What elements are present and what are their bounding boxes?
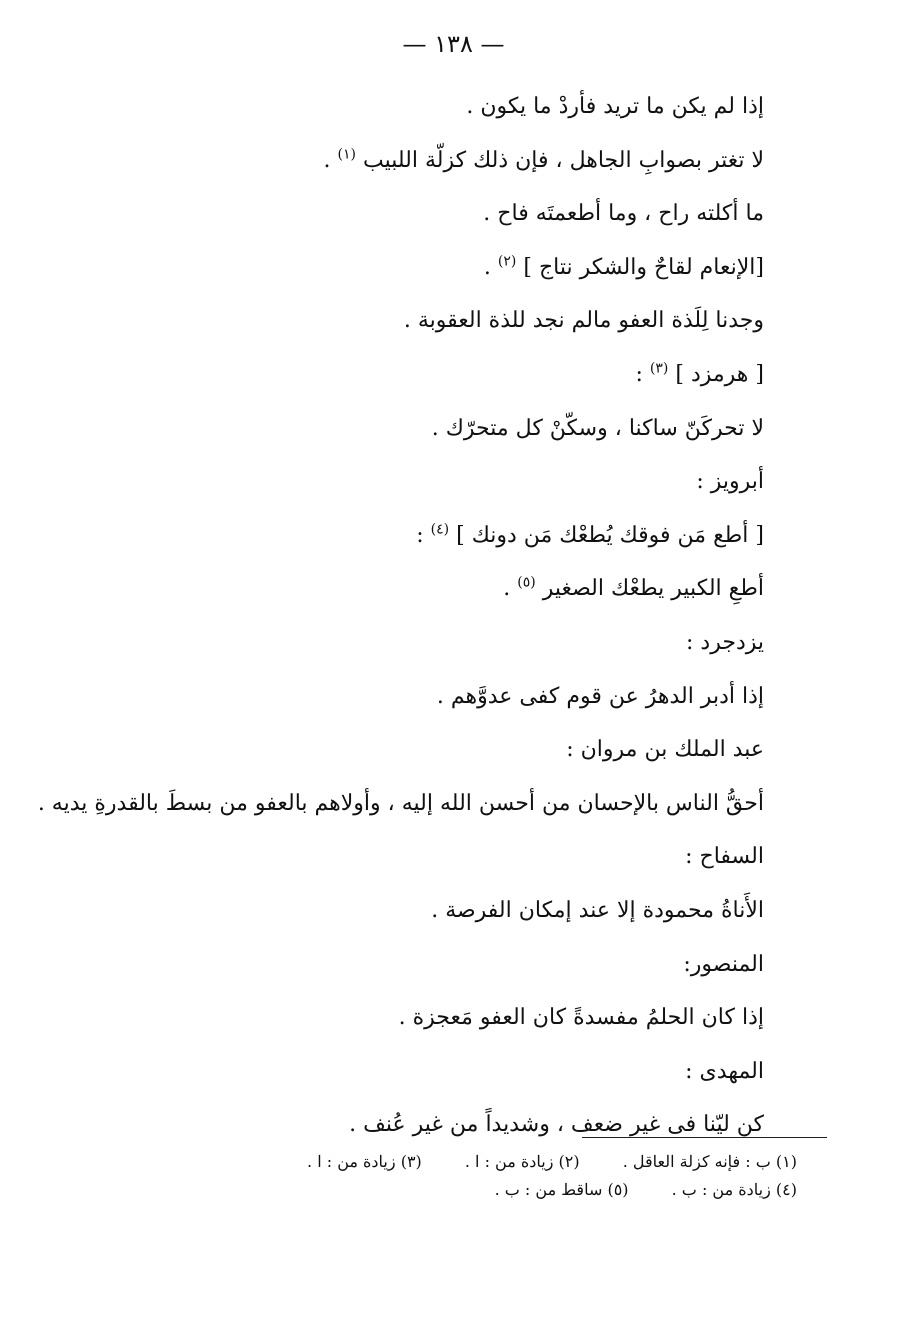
text-line bbox=[64, 991, 764, 1045]
footnote-item: (٥) ساقط من : ب . bbox=[494, 1180, 629, 1199]
text-line bbox=[64, 187, 764, 241]
line-text: يزدجرد : bbox=[686, 629, 764, 655]
footnote-item: (٣) زيادة من : ا . bbox=[307, 1152, 422, 1171]
footnote-ref: (٤) bbox=[430, 521, 450, 538]
text-line bbox=[64, 509, 764, 563]
body-text bbox=[37, 80, 764, 1152]
text-line bbox=[64, 294, 764, 348]
text-line bbox=[64, 670, 764, 724]
footnote-ref: (٢) bbox=[497, 253, 517, 270]
text-line bbox=[64, 241, 764, 295]
line-text: وجدنا لِلَذة العفو مالم نجد للذة العقوبة . bbox=[403, 308, 764, 334]
speaker-heading bbox=[64, 616, 764, 670]
line-tail: . bbox=[323, 147, 338, 173]
footnote-item: (١) ب : فإنه كزلة العاقل . bbox=[622, 1152, 797, 1171]
speaker-heading bbox=[64, 455, 764, 509]
line-text: أبرويز : bbox=[696, 469, 764, 495]
footnote-ref: (٥) bbox=[517, 575, 536, 592]
line-tail: . bbox=[503, 576, 518, 602]
line-text: [ هرمزد ] bbox=[675, 361, 764, 387]
footnote-item: (٤) زيادة من : ب . bbox=[671, 1180, 797, 1199]
line-text: السفاح : bbox=[685, 844, 764, 870]
line-text: [الإنعام لقاحٌ والشكر نتاج ] bbox=[523, 254, 764, 280]
footnote-row bbox=[269, 1176, 797, 1204]
speaker-heading bbox=[64, 723, 764, 777]
footnote-row bbox=[269, 1148, 797, 1176]
footnote-item: (٢) زيادة من : ا . bbox=[464, 1152, 580, 1171]
footnote-divider bbox=[582, 1137, 827, 1138]
line-text: [ أطع مَن فوقك يُطعْك مَن دونك ] bbox=[456, 522, 764, 548]
text-line bbox=[64, 562, 764, 616]
line-text: لا تحركَنّ ساكنا ، وسكّنْ كل متحرّك . bbox=[431, 415, 764, 441]
speaker-heading bbox=[64, 1045, 764, 1099]
line-tail: : bbox=[635, 361, 650, 387]
line-text: إذا أدبر الدهرُ عن قوم كفى عدوَّهم . bbox=[436, 683, 764, 709]
text-line bbox=[64, 1098, 764, 1152]
speaker-heading bbox=[64, 830, 764, 884]
text-line bbox=[64, 402, 764, 456]
line-text: عبد الملك بن مروان : bbox=[566, 737, 764, 763]
text-line bbox=[64, 884, 764, 938]
line-text: إذا كان الحلمُ مفسدةً كان العفو مَعجزة . bbox=[398, 1005, 764, 1031]
footnote-ref: (١) bbox=[337, 146, 357, 163]
line-text: المنصور: bbox=[683, 951, 764, 977]
line-text: إذا لم يكن ما تريد فأردْ ما يكون . bbox=[466, 94, 764, 119]
line-tail: : bbox=[416, 522, 431, 548]
text-line bbox=[64, 134, 764, 188]
speaker-heading bbox=[64, 938, 764, 992]
line-text: الأَناةُ محمودة إلا عند إمكان الفرصة . bbox=[431, 897, 764, 923]
line-text: لا تغتر بصوابِ الجاهل ، فإن ذلك كزلّة اللبيب bbox=[363, 147, 764, 173]
footnotes bbox=[269, 1148, 797, 1204]
footnote-ref: (٣) bbox=[649, 360, 669, 377]
speaker-heading bbox=[64, 348, 764, 402]
line-text: المهدى : bbox=[685, 1058, 764, 1084]
page-number: — ١٣٨ — bbox=[402, 30, 505, 58]
text-line bbox=[64, 80, 764, 134]
line-text: أحقُّ الناس بالإحسان من أحسن الله إليه ، وأولاهم بالعفو من بسطَ بالقدرةِ يديه . bbox=[37, 790, 764, 816]
line-text: أطعِ الكبير يطعْك الصغير bbox=[542, 576, 764, 602]
line-text: ما أكلته راح ، وما أطعمتَه فاح . bbox=[483, 201, 764, 227]
line-tail: . bbox=[483, 254, 498, 280]
text-line bbox=[37, 777, 764, 831]
line-text: كن ليّنا فى غير ضعف ، وشديداً من غير عُنف . bbox=[349, 1112, 764, 1138]
